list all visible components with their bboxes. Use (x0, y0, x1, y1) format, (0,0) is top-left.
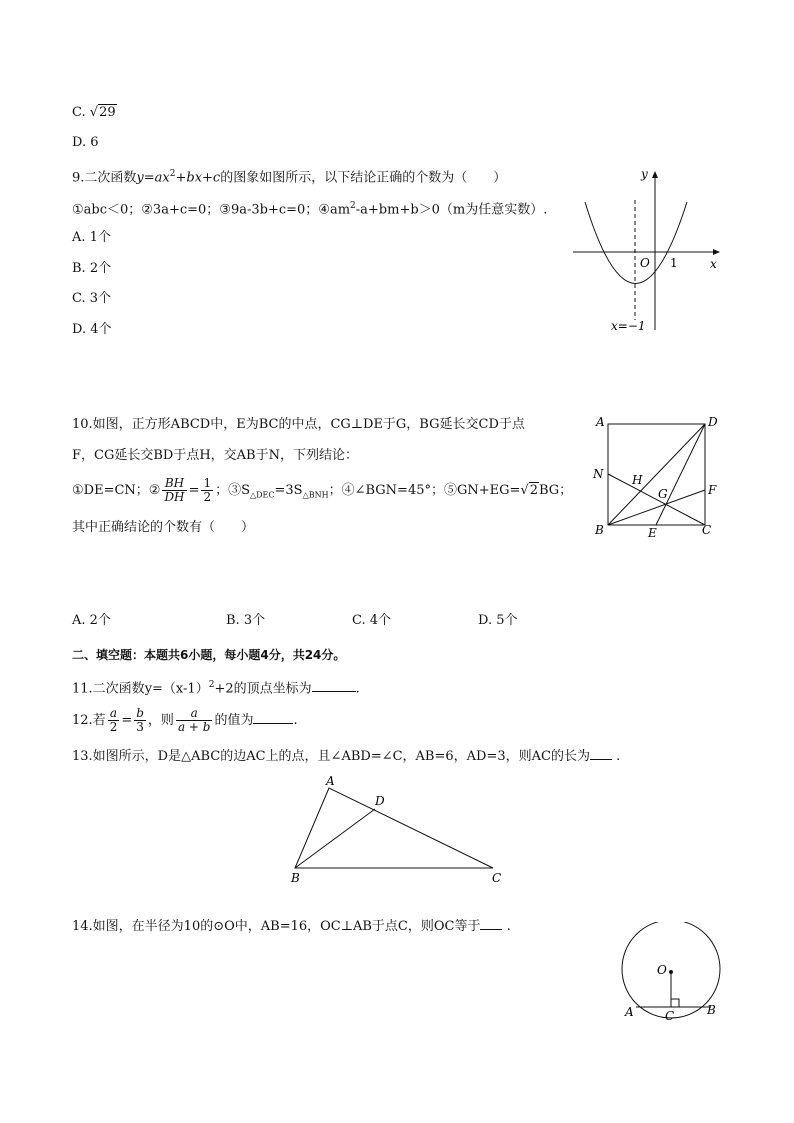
q9-conclusions (72, 197, 547, 219)
fraction-one-half (201, 477, 213, 504)
section-heading: 二、填空题：本题共6小题，每小题4分，共24分。 (72, 648, 346, 662)
q11-text: 11.二次函数 (72, 681, 145, 697)
conclusion-3b: =3S (274, 483, 303, 498)
label-h: H (632, 473, 643, 487)
conclusions-text: ①abc＜0；②3a+c=0；③9a-3b+c=0；④am (72, 202, 351, 218)
label-o: O (657, 963, 667, 977)
denominator: 2 (203, 490, 212, 504)
subscript: △BNH (302, 490, 329, 500)
parabola-curve (585, 202, 687, 284)
q14-circle-figure (615, 922, 730, 1027)
q12 (72, 704, 298, 738)
y-axis-label: y (641, 167, 648, 181)
subscript: △DEC (249, 490, 275, 500)
q14 (72, 918, 511, 936)
q10-line2: F，CG延长交BD于点H，交AB于N，下列结论： (72, 448, 358, 463)
label-e: E (648, 526, 657, 540)
right-angle-mark (671, 999, 679, 1007)
answer-blank[interactable] (253, 723, 293, 724)
question-number: 9. (72, 170, 85, 186)
label-a: A (596, 415, 605, 429)
period: . (506, 919, 511, 934)
label-d: D (375, 794, 385, 808)
sqrt-expression: √29 (89, 105, 116, 120)
q12-text: 12.若 (72, 713, 106, 728)
numerator: BH (162, 477, 186, 491)
q10-question: 其中正确结论的个数有（ ） (72, 520, 255, 535)
stem-text: 二次函数 (84, 170, 137, 186)
center-point (669, 970, 673, 974)
label-d: D (708, 415, 718, 429)
q10-square-figure (588, 410, 723, 542)
denominator: a + b (177, 720, 211, 734)
denominator: 3 (136, 720, 144, 734)
label-g: G (658, 487, 668, 501)
label-b: B (707, 1003, 716, 1017)
numerator: b (136, 706, 144, 720)
answer-blank[interactable] (590, 759, 612, 760)
equals: = (188, 483, 200, 498)
q10-line1: 10.如图，正方形ABCD中，E为BC的中点，CG⊥DE于G，BG延长交CD于点 (72, 417, 525, 432)
q13 (72, 748, 620, 766)
fraction-a-2 (108, 707, 120, 734)
denominator: DH (164, 490, 185, 504)
function-expr: y=ax (136, 170, 170, 186)
q12-text-mid: ，则 (147, 713, 174, 728)
answer-blank[interactable] (480, 929, 502, 930)
q9-option-d: D. 4个 (72, 322, 112, 337)
label-b: B (291, 871, 300, 885)
q9-stem (72, 165, 506, 187)
period: . (616, 749, 621, 764)
tick-one-label: 1 (670, 256, 678, 270)
q13-triangle-figure (285, 772, 510, 888)
period: . (355, 681, 360, 697)
numerator: a (176, 707, 213, 721)
stem-text-tail: 的图象如图所示，以下结论正确的个数为（ ） (220, 170, 507, 186)
triangle-abc (295, 788, 493, 868)
q11-text-tail: +2的顶点坐标为 (214, 681, 312, 697)
label-n: N (593, 467, 604, 481)
q13-text: 13.如图所示，D是△ABC的边AC上的点，且∠ABD=∠C，AB=6，AD=3，则AC的长为 (72, 749, 590, 764)
q14-text: 14.如图，在半径为10的⊙O中，AB=16，OC⊥AB于点C，则OC等于 (72, 919, 481, 934)
label-c: C (665, 1009, 675, 1023)
exponent: 2 (350, 201, 356, 211)
q10-option-d: D. 5个 (478, 613, 518, 628)
label-a: A (625, 1005, 634, 1019)
q10-conclusions (72, 476, 572, 511)
label-a: A (326, 774, 335, 788)
segment-bf (608, 490, 705, 525)
exponent: 2 (169, 169, 176, 179)
q9-option-a: A. 1个 (72, 230, 111, 245)
label-c: C (492, 871, 502, 885)
period: . (293, 713, 298, 728)
fraction-a-over-a-plus-b (176, 707, 213, 734)
conclusions-text-tail: -a+bm+b＞0（m为任意实数）. (355, 202, 548, 218)
radicand: 2 (529, 483, 538, 498)
q12-text-tail: 的值为 (214, 713, 254, 728)
q10-option-a: A. 2个 (72, 613, 111, 628)
q10-option-c: C. 4个 (352, 613, 392, 628)
radicand: 29 (99, 105, 116, 120)
q11-function: y=（x-1） (144, 681, 209, 697)
q9-option-c: C. 3个 (72, 291, 112, 306)
symmetry-axis-label: x=−1 (611, 319, 646, 333)
label-b: B (595, 523, 604, 537)
conclusion-4-5: ；④∠BGN=45°；⑤GN+EG= (328, 483, 521, 498)
numerator: a (108, 707, 120, 721)
q11 (72, 676, 360, 698)
diagonal-bd (608, 424, 705, 525)
q8-option-c (72, 104, 117, 122)
denominator: 2 (109, 720, 118, 734)
equals: = (121, 713, 133, 728)
label-f: F (708, 483, 717, 497)
q9-parabola-graph (565, 160, 725, 335)
conclusion-1-2: ①DE=CN；② (72, 483, 161, 498)
q9-option-b: B. 2个 (72, 261, 112, 276)
fraction-bh-dh (162, 477, 186, 504)
numerator: 1 (203, 476, 212, 490)
segment-nc (608, 474, 705, 525)
exponent: 2 (208, 680, 215, 690)
q8-option-d: D. 6 (72, 135, 99, 150)
x-axis-label: x (710, 257, 717, 271)
label-c: C (702, 523, 712, 537)
fraction-b-3 (134, 707, 146, 734)
origin-label: O (640, 256, 650, 270)
conclusion-3: ；③S (215, 483, 250, 498)
option-label: C. (72, 105, 86, 120)
conclusion-5-tail: BG； (539, 483, 573, 498)
answer-blank[interactable] (312, 691, 356, 692)
function-expr-tail: +bx+c (175, 170, 221, 186)
sqrt-expression: √2 (520, 483, 538, 498)
q10-option-b: B. 3个 (226, 613, 266, 628)
segment-de (656, 424, 705, 525)
